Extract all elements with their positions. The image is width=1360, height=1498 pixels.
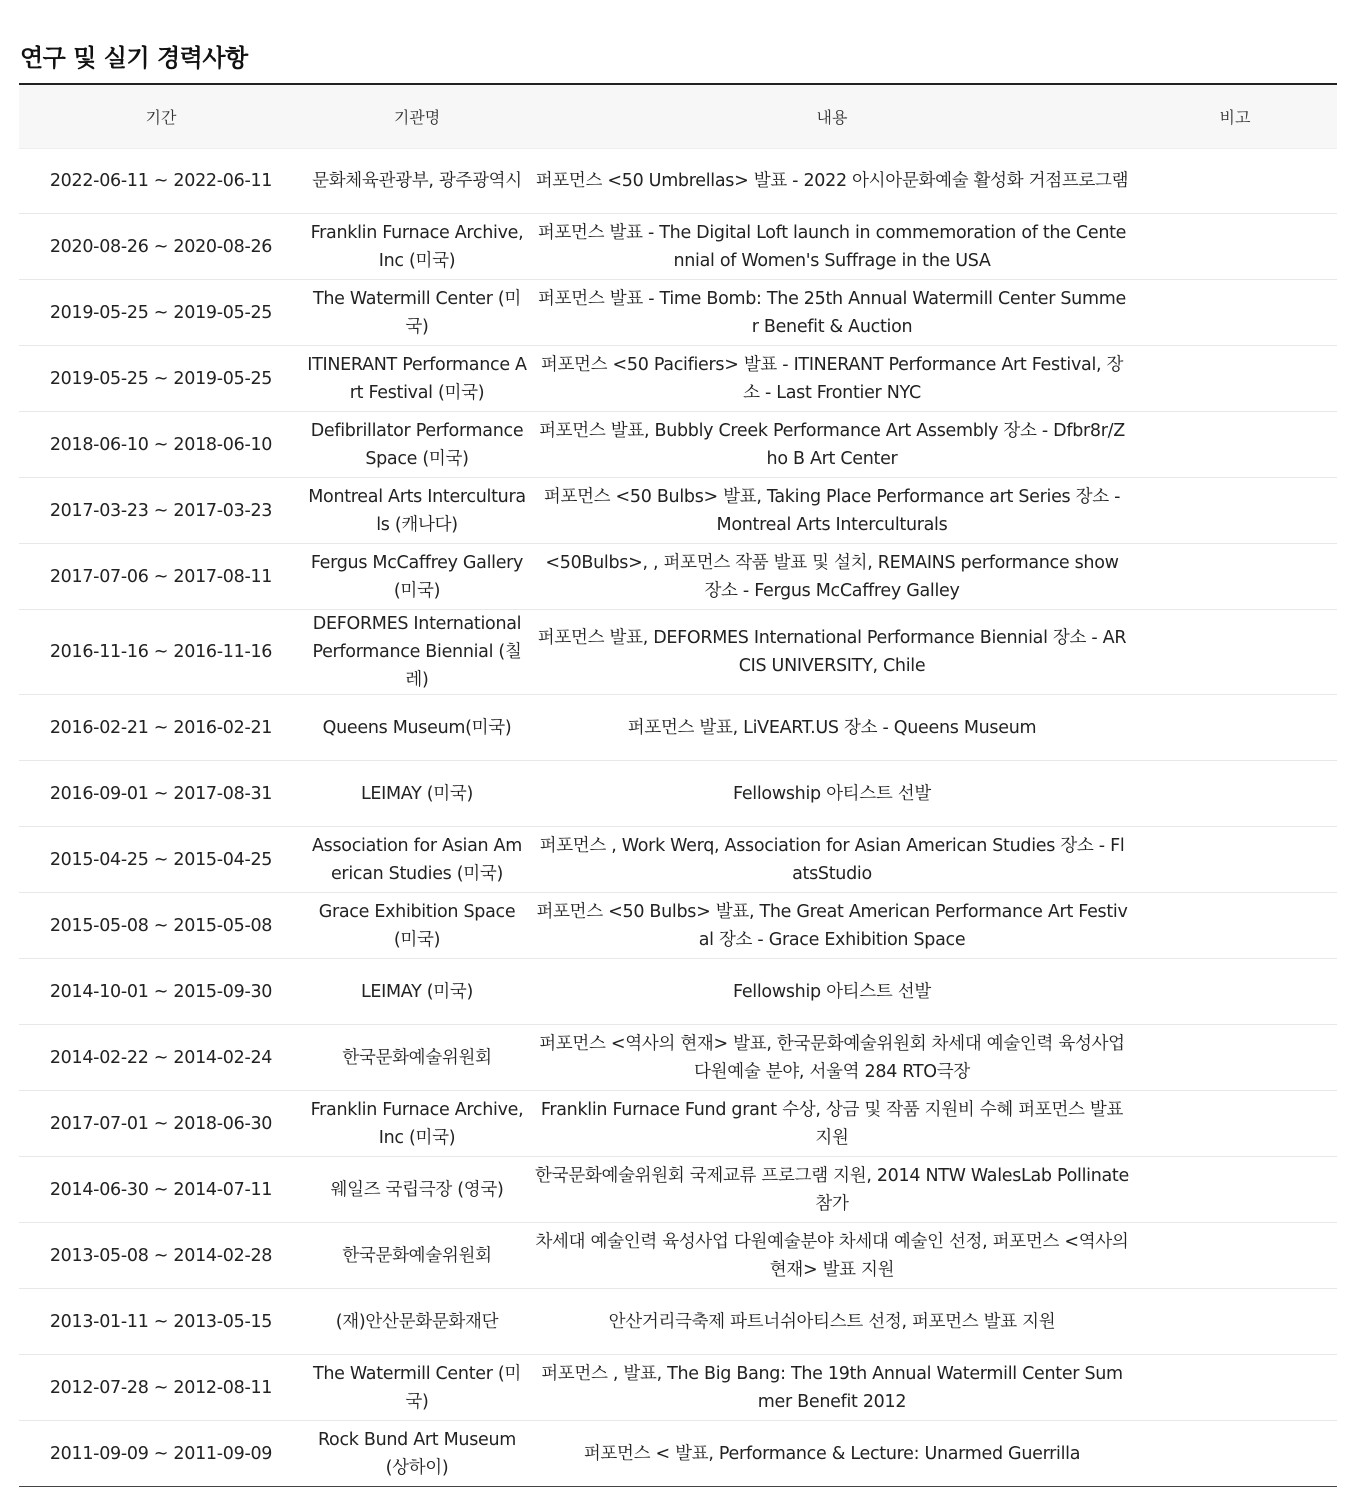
cell-period: 2015-04-25 ~ 2015-04-25 (19, 827, 303, 893)
cell-period: 2017-07-01 ~ 2018-06-30 (19, 1091, 303, 1157)
table-row (19, 1025, 1337, 1091)
cell-content: 퍼포먼스 발표 - Time Bomb: The 25th Annual Watermill Center Summer Benefit & Auction (531, 280, 1133, 346)
table-body (19, 149, 1337, 1487)
cell-period: 2017-03-23 ~ 2017-03-23 (19, 478, 303, 544)
cell-note (1133, 478, 1337, 544)
table-row (19, 149, 1337, 214)
table-row (19, 1091, 1337, 1157)
cell-organization: The Watermill Center (미국) (303, 280, 531, 346)
cell-content: 안산거리극축제 파트너쉬아티스트 선정, 퍼포먼스 발표 지원 (531, 1289, 1133, 1355)
cell-note (1133, 149, 1337, 214)
cell-period: 2014-10-01 ~ 2015-09-30 (19, 959, 303, 1025)
cell-note (1133, 1091, 1337, 1157)
section-title: 연구 및 실기 경력사항 (20, 44, 248, 72)
cell-note (1133, 1421, 1337, 1487)
cell-content: 퍼포먼스 <50 Bulbs> 발표, Taking Place Performance art Series 장소 - Montreal Arts Interculturals (531, 478, 1133, 544)
cell-period: 2016-11-16 ~ 2016-11-16 (19, 610, 303, 695)
table-row (19, 1421, 1337, 1487)
cell-content: 퍼포먼스 발표, Bubbly Creek Performance Art Assembly 장소 - Dfbr8r/Zho B Art Center (531, 412, 1133, 478)
cell-period: 2012-07-28 ~ 2012-08-11 (19, 1355, 303, 1421)
cell-note (1133, 412, 1337, 478)
table-header-row (19, 84, 1337, 149)
cell-organization: 문화체육관광부, 광주광역시 (303, 149, 531, 214)
cell-content: 차세대 예술인력 육성사업 다원예술분야 차세대 예술인 선정, 퍼포먼스 <역사의 현재> 발표 지원 (531, 1223, 1133, 1289)
cell-note (1133, 959, 1337, 1025)
cell-organization: DEFORMES International Performance Biennial (칠레) (303, 610, 531, 695)
cell-period: 2014-06-30 ~ 2014-07-11 (19, 1157, 303, 1223)
cell-organization: Fergus McCaffrey Gallery (미국) (303, 544, 531, 610)
cell-organization: (재)안산문화문화재단 (303, 1289, 531, 1355)
cell-organization: Rock Bund Art Museum (상하이) (303, 1421, 531, 1487)
table-row (19, 1223, 1337, 1289)
table-row (19, 1355, 1337, 1421)
header-organization: 기관명 (303, 84, 531, 149)
cell-period: 2017-07-06 ~ 2017-08-11 (19, 544, 303, 610)
cell-organization: LEIMAY (미국) (303, 761, 531, 827)
table-row (19, 959, 1337, 1025)
table-row (19, 346, 1337, 412)
cell-period: 2020-08-26 ~ 2020-08-26 (19, 214, 303, 280)
cell-period: 2019-05-25 ~ 2019-05-25 (19, 346, 303, 412)
table-row (19, 478, 1337, 544)
cell-note (1133, 1355, 1337, 1421)
cell-content: <50Bulbs>, , 퍼포먼스 작품 발표 및 설치, REMAINS performance show 장소 - Fergus McCaffrey Galley (531, 544, 1133, 610)
cell-note (1133, 214, 1337, 280)
cell-period: 2019-05-25 ~ 2019-05-25 (19, 280, 303, 346)
cell-content: 퍼포먼스 < 발표, Performance & Lecture: Unarmed Guerrilla (531, 1421, 1133, 1487)
cell-content: Fellowship 아티스트 선발 (531, 761, 1133, 827)
cell-note (1133, 544, 1337, 610)
cell-note (1133, 827, 1337, 893)
cell-period: 2014-02-22 ~ 2014-02-24 (19, 1025, 303, 1091)
cell-content: 퍼포먼스 발표, LiVEART.US 장소 - Queens Museum (531, 695, 1133, 761)
career-table (19, 83, 1337, 1487)
cell-organization: Montreal Arts Interculturals (캐나다) (303, 478, 531, 544)
header-content: 내용 (531, 84, 1133, 149)
cell-note (1133, 761, 1337, 827)
cell-note (1133, 695, 1337, 761)
table-row (19, 214, 1337, 280)
cell-period: 2013-05-08 ~ 2014-02-28 (19, 1223, 303, 1289)
cell-period: 2013-01-11 ~ 2013-05-15 (19, 1289, 303, 1355)
cell-content: 퍼포먼스 , 발표, The Big Bang: The 19th Annual Watermill Center Summer Benefit 2012 (531, 1355, 1133, 1421)
cell-content: 퍼포먼스 발표 - The Digital Loft launch in commemoration of the Centennial of Women's Suffrage in the USA (531, 214, 1133, 280)
cell-note (1133, 280, 1337, 346)
cell-period: 2011-09-09 ~ 2011-09-09 (19, 1421, 303, 1487)
cell-note (1133, 1289, 1337, 1355)
cell-organization: 한국문화예술위원회 (303, 1223, 531, 1289)
header-period: 기간 (19, 84, 303, 149)
table-row (19, 827, 1337, 893)
cell-content: 퍼포먼스 <50 Umbrellas> 발표 - 2022 아시아문화예술 활성화 거점프로그램 (531, 149, 1133, 214)
cell-content: Franklin Furnace Fund grant 수상, 상금 및 작품 지원비 수혜 퍼포먼스 발표 지원 (531, 1091, 1133, 1157)
cell-content: Fellowship 아티스트 선발 (531, 959, 1133, 1025)
cell-content: 퍼포먼스 <50 Bulbs> 발표, The Great American Performance Art Festival 장소 - Grace Exhibition Space (531, 893, 1133, 959)
cell-note (1133, 346, 1337, 412)
cell-organization: 웨일즈 국립극장 (영국) (303, 1157, 531, 1223)
cell-content: 퍼포먼스 <역사의 현재> 발표, 한국문화예술위원회 차세대 예술인력 육성사업 다원예술 분야, 서울역 284 RTO극장 (531, 1025, 1133, 1091)
cell-organization: Defibrillator Performance Space (미국) (303, 412, 531, 478)
cell-organization: Franklin Furnace Archive, Inc (미국) (303, 214, 531, 280)
cell-organization: LEIMAY (미국) (303, 959, 531, 1025)
cell-period: 2022-06-11 ~ 2022-06-11 (19, 149, 303, 214)
cell-note (1133, 1223, 1337, 1289)
table-row (19, 695, 1337, 761)
cell-organization: Association for Asian American Studies (미국) (303, 827, 531, 893)
table-row (19, 610, 1337, 695)
table-row (19, 280, 1337, 346)
cell-content: 퍼포먼스 <50 Pacifiers> 발표 - ITINERANT Performance Art Festival, 장소 - Last Frontier NYC (531, 346, 1133, 412)
table-header (19, 84, 1337, 149)
cell-note (1133, 893, 1337, 959)
cell-content: 퍼포먼스 , Work Werq, Association for Asian American Studies 장소 - FlatsStudio (531, 827, 1133, 893)
cell-note (1133, 1025, 1337, 1091)
cell-organization: The Watermill Center (미국) (303, 1355, 531, 1421)
table-row (19, 1289, 1337, 1355)
cell-note (1133, 1157, 1337, 1223)
cell-content: 한국문화예술위원회 국제교류 프로그램 지원, 2014 NTW WalesLab Pollinate 참가 (531, 1157, 1133, 1223)
cell-period: 2016-09-01 ~ 2017-08-31 (19, 761, 303, 827)
table-row (19, 893, 1337, 959)
header-note: 비고 (1133, 84, 1337, 149)
table-row (19, 761, 1337, 827)
cell-organization: Franklin Furnace Archive, Inc (미국) (303, 1091, 531, 1157)
cell-organization: Grace Exhibition Space (미국) (303, 893, 531, 959)
cell-content: 퍼포먼스 발표, DEFORMES International Performance Biennial 장소 - ARCIS UNIVERSITY, Chile (531, 610, 1133, 695)
cell-period: 2018-06-10 ~ 2018-06-10 (19, 412, 303, 478)
cell-note (1133, 610, 1337, 695)
table-row (19, 1157, 1337, 1223)
cell-organization: ITINERANT Performance Art Festival (미국) (303, 346, 531, 412)
cell-organization: Queens Museum(미국) (303, 695, 531, 761)
cell-period: 2016-02-21 ~ 2016-02-21 (19, 695, 303, 761)
table-row (19, 412, 1337, 478)
cell-period: 2015-05-08 ~ 2015-05-08 (19, 893, 303, 959)
cell-organization: 한국문화예술위원회 (303, 1025, 531, 1091)
table-row (19, 544, 1337, 610)
